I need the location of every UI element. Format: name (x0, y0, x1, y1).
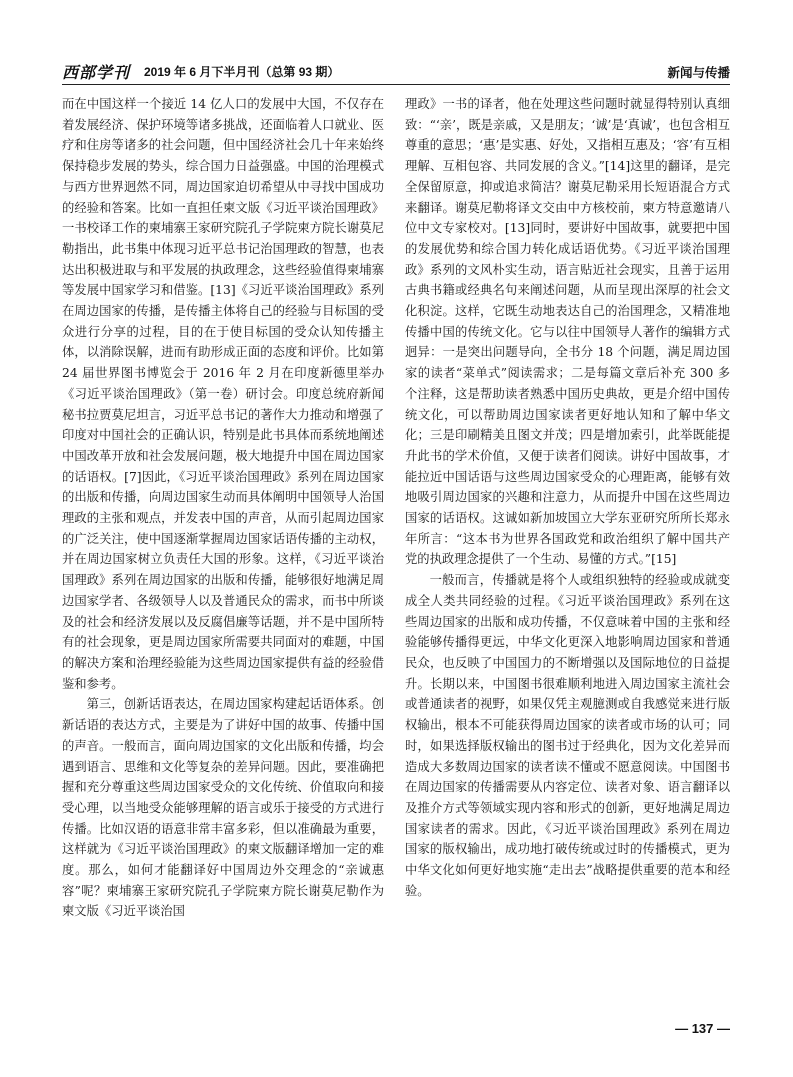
header-rule (62, 84, 730, 85)
paragraph: 一般而言，传播就是将个人或组织独特的经验或成就变成全人类共同经验的过程。《习近平谈治国理政》系列在这些周边国家的出版和成功传播，不仅意味着中国的主张和经验能够传播得更远，中华文化更深入地影响周边国家和普通民众，也反映了中国国力的不断增强以及国际地位的日益提升。长期以来，中国图书很难顺利地进入周边国家主流社会或普通读者的视野，如果仅凭主观臆测或自我感觉来进行版权输出，根本不可能获得周边国家的读者或市场的认可；同时，如果选择版权输出的图书过于经典化，因为文化差异而造成大多数周边国家的读者读不懂或不愿意阅读。中国图书在周边国家的传播需要从内容定位、读者对象、语言翻译以及推介方式等领域实现内容和形式的创新，更好地满足周边国家读者的需求。因此，《习近平谈治国理政》系列在周边国家的版权输出，成功地打破传统或过时的传播模式，更为中华文化如何更好地实施“走出去”战略提供重要的范本和经验。 (405, 573, 730, 898)
paragraph: 第三，创新话语表达，在周边国家构建起话语体系。创新话语的表达方式，主要是为了讲好中国的故事、传播中国的声音。一般而言，面向周边国家的文化出版和传播，均会遇到语言、思维和文化等复杂的差异问题。因此，要准确把握和充分尊重这些周边国家受众的文化传统、价值取向和接受心理，以当地受众能够理解的语言或乐于接受的方式进行传播。比如汉语的语意非常丰富多彩，但以准确最为重要，这样就为《习近平谈治国理政》的柬文版翻译增加一定的难度。那么，如何才能翻译好中国周边外交理念的“亲诚惠容”呢？柬埔寨王家研究院孔子学院柬方院长谢莫尼勒作为柬文版《习近平谈治国 (62, 697, 384, 919)
paragraph: 理政》一书的译者，他在处理这些问题时就显得特别认真细致：“‘亲’，既是亲戚，又是朋友；‘诚’是‘真诚’，也包含相互尊重的意思；‘惠’是实惠、好处，又指相互惠及；‘容’有互相理解、互相包容、共同发展的含义。”[14]这里的翻译，是完全保留原意，抑或追求简洁？谢莫尼勒采用长短语混合方式来翻译。谢莫尼勒将译文交由中方核校前，柬方特意邀请八位中文专家校对。[13]同时，要讲好中国故事，就要把中国的发展优势和综合国力转化成话语优势。《习近平谈治国理政》系列的文风朴实生动，语言贴近社会现实，且善于运用古典书籍或经典名句来阐述问题，从而呈现出深厚的社会文化积淀。这样，它既生动地表达自己的治国理念，又精准地传播中国的传统文化。它与以往中国领导人著作的编辑方式迥异：一是突出问题导向，全书分 18 个问题，满足周边国家的读者“菜单式”阅读需求；二是每篇文章后补充 300 多个注释，这是帮助读者熟悉中国历史典故，更是介绍中国传统文化，可以帮助周边国家读者更好地认知和了解中华文化；三是印刷精美且图文并茂；四是增加索引，此举既能提升此书的学术价值，又便于读者们阅读。讲好中国故事，才能拉近中国话语与这些周边国家受众的心理距离，能够有效地吸引周边国家的兴趣和注意力，从而提升中国在这些周边国家的话语权。这诚如新加坡国立大学东亚研究所所长郑永年所言：“这本书为世界各国政党和政治组织了解中国共产党的执政理念提供了一个生动、易懂的方式。”[15] (405, 97, 730, 567)
journal-name: 西部学刊 (62, 63, 131, 82)
page-header (62, 58, 730, 82)
issue-info: 2019 年 6 月下半月刊（总第 93 期） (144, 65, 340, 79)
paragraph: 而在中国这样一个接近 14 亿人口的发展中大国，不仅存在着发展经济、保护环境等诸多挑战，还面临着人口就业、医疗和住房等诸多的社会问题，但中国经济社会几十年来始终保持稳步发展的势头，综合国力日益强盛。中国的治理模式与西方世界迥然不同，周边国家迫切希望从中寻找中国成功的经验和答案。比如一直担任柬文版《习近平谈治国理政》一书校译工作的柬埔寨王家研究院孔子学院柬方院长谢莫尼勒指出，此书集中体现习近平总书记治国理政的智慧，也表达出积极进取与和平发展的执政理念，这些经验值得柬埔寨等发展中国家学习和借鉴。[13]《习近平谈治国理政》系列在周边国家的传播，是传播主体将自己的经验与目标国的受众进行分享的过程，目的在于使目标国的受众认知传播主体，以消除误解，进而有助形成正面的态度和评价。比如第 24 届世界图书博览会于 2016 年 2 月在印度新德里举办《习近平谈治国理政》（第一卷）研讨会。印度总统府新闻秘书拉贾莫尼坦言，习近平总书记的著作大力推动和增强了印度对中国社会的正确认识，特别是此书具体而系统地阐述中国改革开放和社会发展问题，极大地提升中国在周边国家的话语权。[7]因此，《习近平谈治国理政》系列在周边国家的出版和传播，向周边国家生动而具体阐明中国领导人治国理政的主张和观点，并发表中国的声音，从而引起周边国家的广泛关注，使中国逐渐掌握周边国家话语传播的主动权，并在周边国家树立负责任大国的形象。这样，《习近平谈治国理政》系列在周边国家的出版和传播，能够很好地满足周边国家学者、各级领导人以及普通民众的需求，而书中所谈及的社会和经济发展以及反腐倡廉等话题，并不是中国所特有的社会现象，更是周边国家所需要共同面对的难题，中国的解决方案和治理经验能为这些周边国家提供有益的经验借鉴和参考。 (62, 97, 384, 691)
left-column (62, 94, 384, 922)
page-number: — 137 — (675, 1021, 730, 1036)
right-column (405, 94, 730, 901)
section-name: 新闻与传播 (667, 66, 730, 80)
